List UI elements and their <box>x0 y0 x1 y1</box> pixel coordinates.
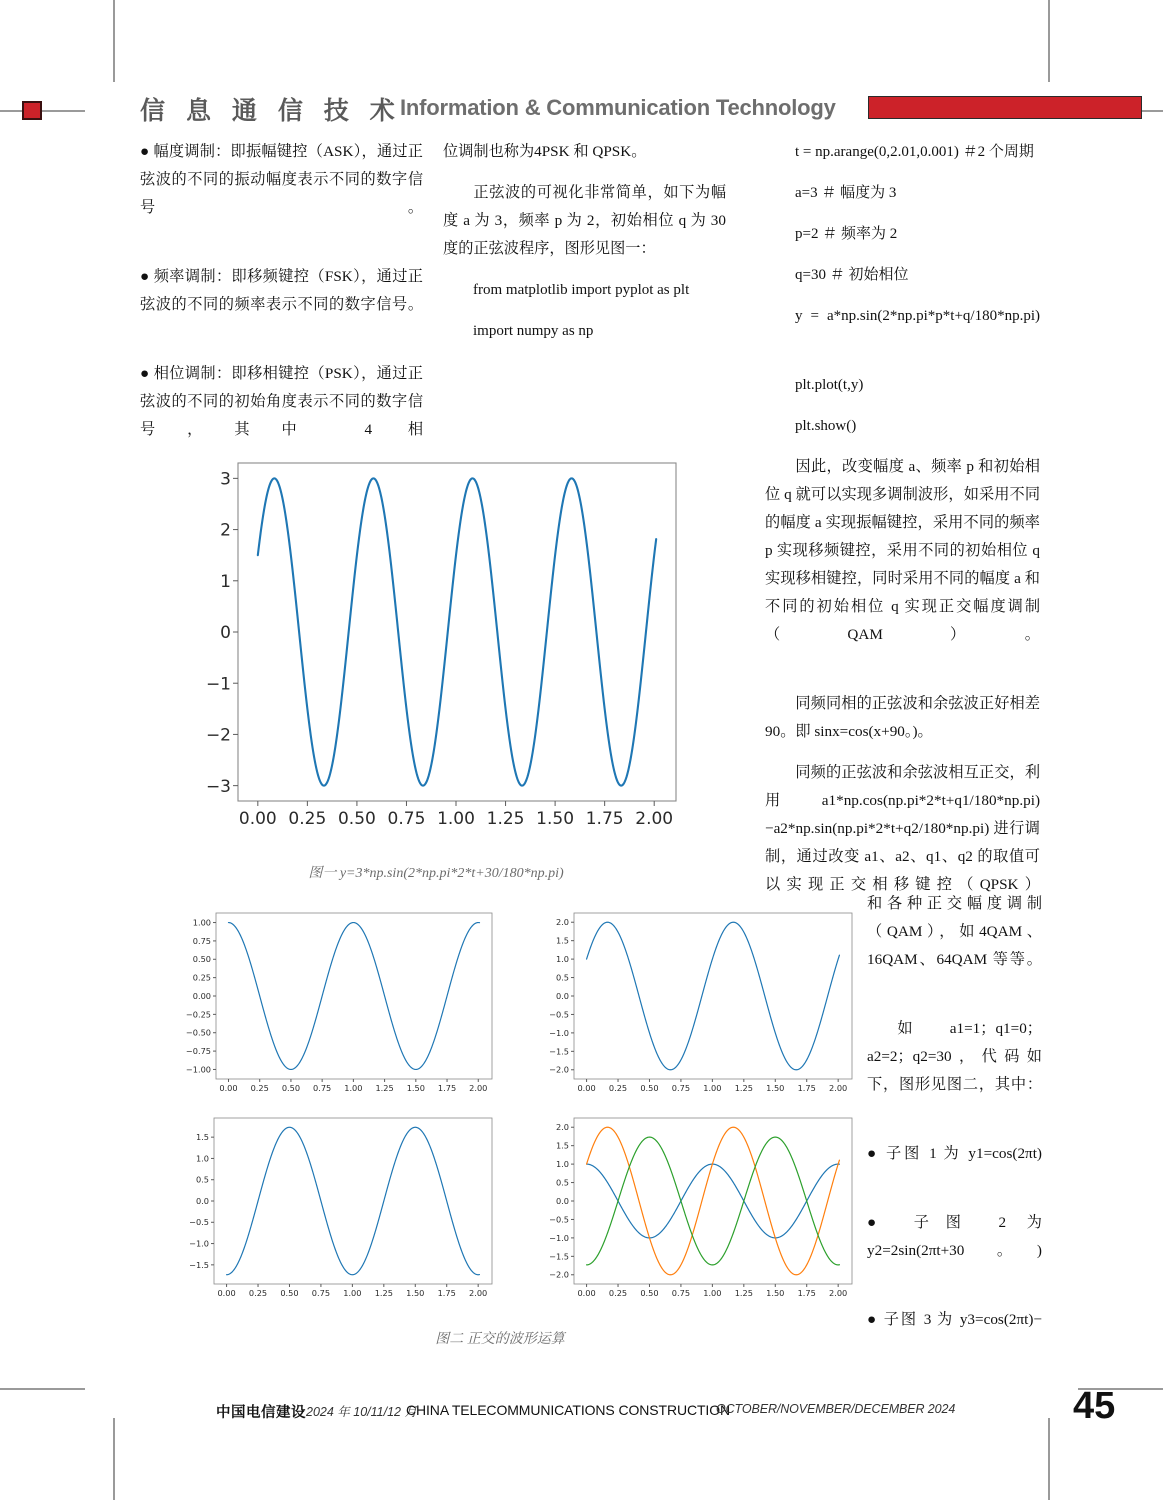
paragraph-phase-90: 同频同相的正弦波和余弦波正好相差 90。即 sinx=cos(x+90。)。 <box>765 695 1040 740</box>
x-tick-label: 1.25 <box>375 1083 394 1094</box>
y-tick-label: 0.5 <box>195 1174 209 1185</box>
crop-mark-top-right-v <box>1048 0 1050 82</box>
code-arange: t = np.arange(0,2.01,0.001) ＃2 个周期 <box>795 144 1034 160</box>
x-tick-label: 1.75 <box>437 1288 456 1299</box>
code-import-numpy: import numpy as np <box>473 323 594 339</box>
code-a: a=3 ＃ 幅度为 3 <box>795 185 897 201</box>
crop-mark-top-left-v <box>113 0 115 82</box>
x-tick-label: 1.50 <box>406 1083 425 1094</box>
footer-date-en: OCTOBER/NOVEMBER/DECEMBER 2024 <box>716 1402 956 1416</box>
y-tick-label: −1.0 <box>189 1238 209 1249</box>
x-tick-label: 0.00 <box>577 1083 596 1094</box>
x-tick-label: 1.25 <box>734 1288 753 1299</box>
y-tick-label: 0.5 <box>555 972 569 983</box>
y-tick-label: 0.75 <box>192 935 211 946</box>
y-tick-label: 2.0 <box>555 1122 569 1133</box>
x-tick-label: 0.25 <box>608 1288 628 1299</box>
y-tick-label: −0.50 <box>185 1027 211 1038</box>
page-footer <box>0 1385 1163 1433</box>
x-tick-label: 1.00 <box>703 1083 722 1094</box>
x-tick-label: 1.00 <box>343 1288 362 1299</box>
x-tick-label: 1.25 <box>734 1083 753 1094</box>
y-tick-label: 1.00 <box>192 917 211 928</box>
x-tick-label: 1.50 <box>536 809 575 829</box>
x-tick-label: 0.00 <box>577 1288 596 1299</box>
x-tick-label: 1.00 <box>703 1288 722 1299</box>
figure-2-subplot-2 <box>538 905 858 1101</box>
figure-2-caption: 图二 正交的波形运算 <box>435 1332 565 1347</box>
code-p: p=2 ＃ 频率为 2 <box>795 226 898 242</box>
x-tick-label: 0.00 <box>217 1288 236 1299</box>
x-tick-label: 0.00 <box>238 809 277 829</box>
page-number: 45 <box>1073 1385 1116 1427</box>
paragraph-subplot2: ● 子图 2 为 y2=2sin(2πt+30。) <box>867 1214 1042 1259</box>
x-tick-label: 0.50 <box>337 809 376 829</box>
footer-publisher-cn: 中国电信建设 <box>216 1405 306 1421</box>
decorative-square-icon <box>22 101 42 120</box>
x-tick-label: 1.75 <box>797 1083 816 1094</box>
y-tick-label: 1.0 <box>555 1159 569 1170</box>
x-tick-label: 2.00 <box>829 1288 848 1299</box>
x-tick-label: 2.00 <box>469 1288 488 1299</box>
y-tick-label: −2.0 <box>549 1269 569 1280</box>
x-tick-label: 1.25 <box>374 1288 393 1299</box>
code-q: q=30 ＃ 初始相位 <box>795 267 909 283</box>
x-tick-label: 0.50 <box>640 1083 659 1094</box>
figure-1-chart <box>186 449 686 839</box>
x-tick-label: 2.00 <box>829 1083 848 1094</box>
y-tick-label: 0.25 <box>192 972 211 983</box>
text-column-3-lower <box>867 890 1042 1375</box>
text-column-1 <box>140 138 423 485</box>
y-tick-label: −3 <box>205 776 231 797</box>
paragraph-params: 如 a1=1；q1=0；a2=2；q2=30，代码如下，图形见图二，其中： <box>867 1020 1042 1093</box>
y-tick-label: −1.0 <box>549 1027 569 1038</box>
paragraph-subplot1: ● 子图 1 为 y1=cos(2πt) <box>867 1145 1042 1162</box>
chart-svg <box>186 449 686 839</box>
chart-frame <box>574 913 852 1079</box>
x-tick-label: 0.25 <box>608 1083 628 1094</box>
y-tick-label: 1.5 <box>555 935 569 946</box>
figure-2-subplot-3 <box>178 1110 498 1306</box>
footer-publisher-en: CHINA TELECOMMUNICATIONS CONSTRUCTION <box>406 1402 731 1418</box>
y-tick-label: 0.50 <box>192 954 211 965</box>
y-tick-label: −1.00 <box>185 1064 211 1075</box>
y-tick-label: 2.0 <box>555 917 569 928</box>
masthead-accent-bar <box>868 96 1142 119</box>
y-tick-label: −2.0 <box>549 1064 569 1075</box>
x-tick-label: 1.00 <box>344 1083 363 1094</box>
text-column-2 <box>443 138 726 358</box>
text-column-3 <box>765 138 1040 940</box>
crop-mark-bottom-left-h <box>0 1388 85 1390</box>
x-tick-label: 1.50 <box>406 1288 425 1299</box>
x-tick-label: 1.00 <box>437 809 475 829</box>
x-tick-label: 0.25 <box>250 1083 269 1094</box>
y-tick-label: 1.5 <box>555 1140 569 1151</box>
figure-2-subplot-4 <box>538 1110 858 1306</box>
y-tick-label: −0.75 <box>185 1046 211 1057</box>
x-tick-label: 1.25 <box>486 809 525 829</box>
x-tick-label: 0.75 <box>671 1083 691 1094</box>
paragraph-psk: ● 相位调制：即移相键控（PSK），通过正弦波的不同的初始角度表示不同的数字信号，其中 4 相 <box>140 365 423 438</box>
x-tick-label: 1.50 <box>766 1083 785 1094</box>
y-tick-label: −0.5 <box>189 1217 209 1228</box>
chart-svg <box>538 905 858 1101</box>
paragraph-orthogonal: 同频的正弦波和余弦波相互正交，利用 a1*np.cos(np.pi*2*t+q1/180*np.pi)−a2*np.sin(np.pi*2*t+q2/180*np.pi) 进行调制，通过改变 a1、a2、q1、q2 的取值可以实现正交相移键控（QPSK） <box>765 764 1040 893</box>
y-tick-label: −1.0 <box>549 1232 569 1243</box>
x-tick-label: 0.00 <box>219 1083 238 1094</box>
x-tick-label: 0.25 <box>248 1288 268 1299</box>
y-tick-label: −0.5 <box>549 1009 569 1020</box>
x-tick-label: 2.00 <box>469 1083 488 1094</box>
x-tick-label: 2.00 <box>635 809 674 829</box>
x-tick-label: 0.50 <box>281 1083 301 1094</box>
figure-1-caption: 图一 y=3*np.sin(2*np.pi*2*t+30/180*np.pi) <box>308 866 564 881</box>
paragraph-sine-intro: 正弦波的可视化非常简单，如下为幅度 a 为 3，频率 p 为 2，初始相位 q 为 30 度的正弦波程序，图形见图一： <box>443 184 726 257</box>
chart-frame <box>216 913 492 1079</box>
figure-2-chart-group <box>150 905 860 1305</box>
x-tick-label: 0.75 <box>671 1288 691 1299</box>
paragraph-qam-types: 和各种正交幅度调制（QAM），如4QAM、16QAM、64QAM 等等。 <box>867 895 1042 968</box>
y-tick-label: 0.0 <box>195 1195 209 1206</box>
code-import-pyplot: from matplotlib import pyplot as plt <box>473 282 690 298</box>
y-tick-label: −2 <box>205 725 231 746</box>
paragraph-qpsk: 位调制也称为4PSK 和 QPSK。 <box>443 143 647 160</box>
paragraph-fsk: ● 频率调制：即移频键控（FSK），通过正弦波的不同的频率表示不同的数字信号。 <box>140 268 423 313</box>
y-tick-label: 0.0 <box>555 1195 569 1206</box>
y-tick-label: −1.5 <box>549 1046 569 1057</box>
y-tick-label: 1.0 <box>555 954 569 965</box>
x-tick-label: 0.50 <box>640 1288 659 1299</box>
paragraph-ask: ● 幅度调制：即振幅键控（ASK），通过正弦波的不同的振动幅度表示不同的数字信号。 <box>140 143 423 216</box>
y-tick-label: 0.00 <box>192 990 211 1001</box>
x-tick-label: 0.75 <box>313 1083 332 1094</box>
y-tick-label: 1.5 <box>195 1132 209 1143</box>
y-tick-label: 0.5 <box>555 1177 569 1188</box>
x-tick-label: 0.75 <box>387 809 426 829</box>
masthead-title-cn: 信 息 通 信 技 术 <box>140 97 402 125</box>
x-tick-label: 1.75 <box>797 1288 816 1299</box>
y-tick-label: 0 <box>220 623 231 644</box>
chart-frame <box>214 1118 492 1284</box>
x-tick-label: 1.75 <box>437 1083 457 1094</box>
x-tick-label: 0.75 <box>311 1288 331 1299</box>
y-tick-label: 0.0 <box>555 990 569 1001</box>
code-plot: plt.plot(t,y) <box>795 377 864 393</box>
y-tick-label: −0.5 <box>549 1214 569 1225</box>
x-tick-label: 1.50 <box>766 1288 785 1299</box>
y-tick-label: 1 <box>220 571 231 592</box>
paragraph-subplot3: ● 子图 3 为 y3=cos(2πt)− <box>867 1311 1042 1328</box>
chart-frame <box>574 1118 852 1284</box>
paragraph-modulation: 因此，改变幅度 a、频率 p 和初始相位 q 就可以实现多调制波形，如采用不同的幅度 a 实现振幅键控，采用不同的频率 p 实现移频键控，采用不同的初始相位 q 实现移相键控，同时采用不同的幅度 a 和不同的初始相位 q 实现正交幅度调制（QAM）。 <box>765 458 1040 643</box>
masthead-title-en: Information & Communication Technology <box>400 95 836 120</box>
chart-svg <box>178 905 498 1101</box>
x-tick-label: 0.25 <box>288 809 327 829</box>
code-y: y = a*np.sin(2*np.pi*p*t+q/180*np.pi) <box>795 308 1040 324</box>
code-show: plt.show() <box>795 418 857 434</box>
x-tick-label: 0.50 <box>280 1288 299 1299</box>
y-tick-label: 2 <box>220 520 231 541</box>
x-tick-label: 1.75 <box>585 809 624 829</box>
chart-svg <box>178 1110 498 1306</box>
y-tick-label: −0.25 <box>185 1009 211 1020</box>
chart-svg <box>538 1110 858 1306</box>
footer-date-cn: 2024 年 10/11/12 月 <box>306 1405 417 1419</box>
y-tick-label: −1.5 <box>189 1259 209 1270</box>
figure-2-subplot-1 <box>178 905 498 1101</box>
y-tick-label: −1 <box>205 674 231 695</box>
y-tick-label: 3 <box>220 469 231 490</box>
y-tick-label: 1.0 <box>195 1153 209 1164</box>
y-tick-label: −1.5 <box>549 1251 569 1262</box>
